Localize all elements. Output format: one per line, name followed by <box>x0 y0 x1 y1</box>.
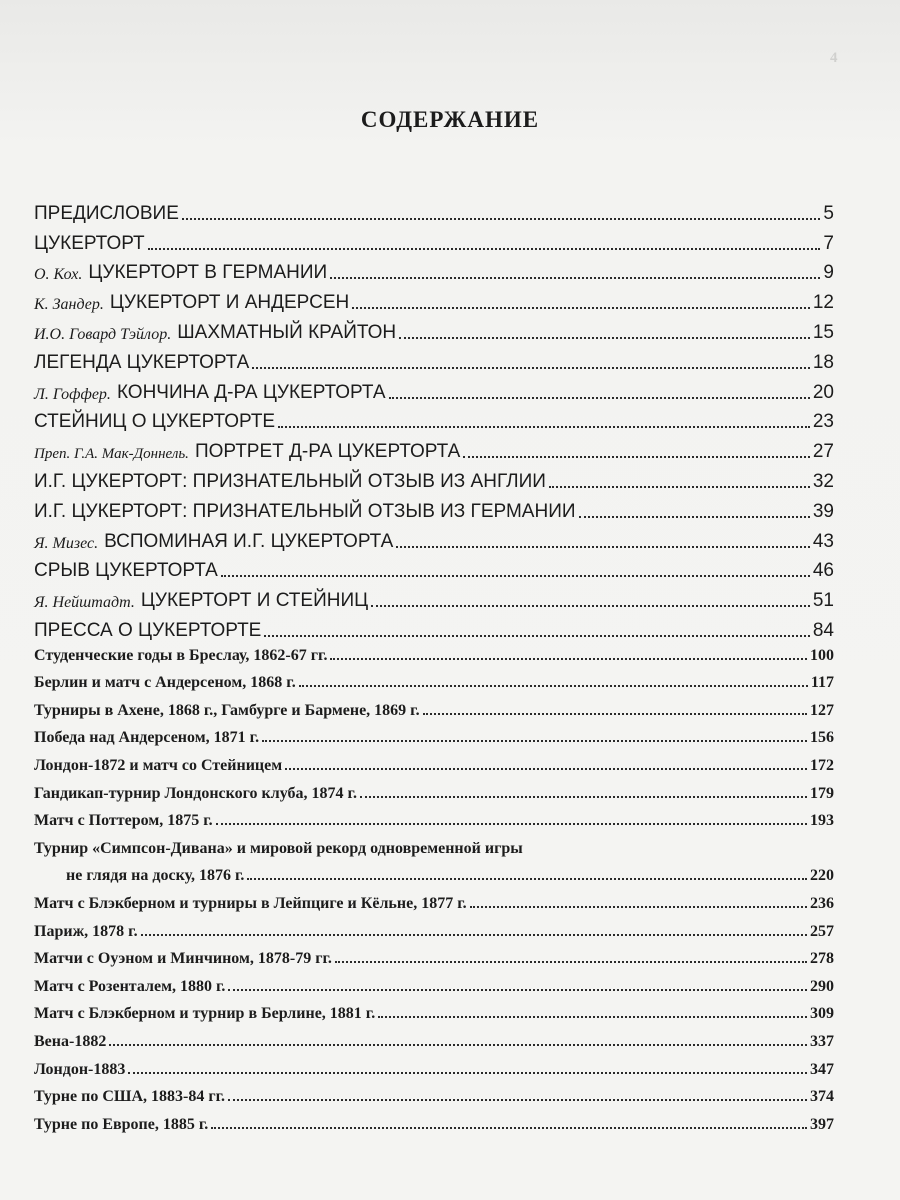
leader-dots <box>141 934 807 936</box>
toc-entry-page: 337 <box>810 1032 834 1050</box>
leader-dots <box>371 605 810 607</box>
toc-entry <box>34 1023 834 1051</box>
toc-entry-page: 100 <box>810 646 834 664</box>
toc-entry-page: 84 <box>812 619 834 641</box>
toc-entry <box>34 968 834 996</box>
toc-entry-page: 12 <box>812 292 834 314</box>
toc-entry-title: ПОРТРЕТ Д-РА ЦУКЕРТОРТА <box>194 441 461 463</box>
toc-entry-page: 20 <box>812 381 834 403</box>
toc-entry-title: И.Г. ЦУКЕРТОРТ: ПРИЗНАТЕЛЬНЫЙ ОТЗЫВ ИЗ ГЕРМАНИИ <box>34 500 576 522</box>
toc-entry <box>34 803 834 831</box>
toc-entry-author: И.О. Говард Тэйлор. <box>34 325 172 343</box>
toc-entry <box>34 1051 834 1079</box>
toc-entry-page: 397 <box>810 1115 834 1133</box>
toc-entry-author: К. Зандер. <box>34 296 104 314</box>
toc-entry-title: ПРЕССА О ЦУКЕРТОРТЕ <box>34 619 262 641</box>
toc-entry-page: 7 <box>823 232 834 254</box>
toc-entry-title: Лондон-1872 и матч со Стейницем <box>34 756 283 774</box>
leader-dots <box>228 1099 807 1101</box>
toc-entry <box>34 404 834 434</box>
toc-entry-title: Матч с Блэкберном и турниры в Лейпциге и Кёльне, 1877 г. <box>34 894 467 912</box>
toc-entry <box>34 463 834 493</box>
toc-entry-page: 278 <box>810 950 834 968</box>
toc-entry-page: 23 <box>812 411 834 433</box>
toc-section-games <box>34 637 834 1134</box>
toc-entry <box>34 775 834 803</box>
toc-entry-title: ВСПОМИНАЯ И.Г. ЦУКЕРТОРТА <box>104 530 394 552</box>
leader-dots <box>470 906 807 908</box>
toc-entry-title: И.Г. ЦУКЕРТОРТ: ПРИЗНАТЕЛЬНЫЙ ОТЗЫВ ИЗ АНГЛИИ <box>34 470 546 492</box>
toc-entry-title: СТЕЙНИЦ О ЦУКЕРТОРТЕ <box>34 411 276 433</box>
toc-entry-page: 51 <box>812 590 834 612</box>
leader-dots <box>252 367 810 369</box>
toc-entry-page: 127 <box>810 701 834 719</box>
toc-entry-page: 39 <box>812 500 834 522</box>
toc-entry-page: 5 <box>823 202 834 224</box>
toc-entry-title: ЦУКЕРТОРТ <box>34 232 145 254</box>
leader-dots <box>109 1044 807 1046</box>
toc-entry-title: Турнир «Симпсон-Дивана» и мировой рекорд одновременной игры <box>34 839 523 857</box>
leader-dots <box>330 277 820 279</box>
leader-dots <box>396 546 810 548</box>
leader-dots <box>360 796 807 798</box>
leader-dots <box>247 878 807 880</box>
leader-dots <box>352 307 810 309</box>
toc-entry-page: 9 <box>823 262 834 284</box>
leader-dots <box>335 961 807 963</box>
toc-entry-title: Париж, 1878 г. <box>34 922 138 940</box>
leader-dots <box>423 713 807 715</box>
leader-dots <box>128 1072 807 1074</box>
toc-entry-page: 220 <box>810 867 834 885</box>
toc-entry <box>34 1106 834 1134</box>
leader-dots <box>216 823 807 825</box>
toc-entry-page: 179 <box>810 784 834 802</box>
leader-dots <box>579 516 810 518</box>
toc-entry-title: Турне по Европе, 1885 г. <box>34 1115 209 1133</box>
toc-entry-title: Лондон-1883 <box>34 1060 126 1078</box>
toc-entry <box>34 913 834 941</box>
toc-entry-page: 156 <box>810 729 834 747</box>
toc-entry-page: 27 <box>812 441 834 463</box>
toc-entry <box>34 255 834 285</box>
toc-entry <box>34 493 834 523</box>
leader-dots <box>228 989 807 991</box>
toc-entry <box>34 692 834 720</box>
toc-entry <box>34 553 834 583</box>
leader-dots <box>378 1016 807 1018</box>
toc-entry-page: 15 <box>812 321 834 343</box>
toc-entry <box>34 433 834 463</box>
toc-entry-author: Я. Нейштадт. <box>34 594 135 612</box>
leader-dots <box>221 575 810 577</box>
leader-dots <box>549 486 810 488</box>
toc-entry-title: ШАХМАТНЫЙ КРАЙТОН <box>177 321 397 343</box>
leader-dots <box>182 218 821 220</box>
page-title: СОДЕРЖАНИЕ <box>360 107 540 133</box>
toc-entry <box>34 284 834 314</box>
toc-entry-title: Победа над Андерсеном, 1871 г. <box>34 729 260 747</box>
toc-entry-title: ЛЕГЕНДА ЦУКЕРТОРТА <box>34 351 250 373</box>
leader-dots <box>299 685 808 687</box>
leader-dots <box>285 768 807 770</box>
leader-dots <box>389 397 810 399</box>
toc-entry <box>34 195 834 225</box>
toc-entry-page: 257 <box>810 922 834 940</box>
toc-entry <box>34 665 834 693</box>
toc-entry-title: ЦУКЕРТОРТ И СТЕЙНИЦ <box>140 590 369 612</box>
toc-entry-author: О. Кох. <box>34 266 83 284</box>
toc-entry-page: 172 <box>810 756 834 774</box>
toc-entry-page: 374 <box>810 1088 834 1106</box>
leader-dots <box>148 248 821 250</box>
toc-entry <box>34 885 834 913</box>
toc-entry <box>34 344 834 374</box>
toc-entry-page: 18 <box>812 351 834 373</box>
toc-entry-title: Гандикап-турнир Лондонского клуба, 1874 г. <box>34 784 357 802</box>
toc-entry-title: Матч с Поттером, 1875 г. <box>34 812 213 830</box>
toc-entry-page: 32 <box>812 470 834 492</box>
toc-entry <box>34 314 834 344</box>
toc-entry-page: 117 <box>810 674 834 692</box>
toc-entry-title: СРЫВ ЦУКЕРТОРТА <box>34 560 218 582</box>
toc-entry-first-line <box>34 830 834 858</box>
leader-dots <box>211 1127 807 1129</box>
toc-entry-title: ЦУКЕРТОРТ В ГЕРМАНИИ <box>88 262 328 284</box>
toc-entry-title: Матч с Розенталем, 1880 г. <box>34 977 226 995</box>
toc-section-essays <box>34 195 834 642</box>
toc-entry-page: 347 <box>810 1060 834 1078</box>
leader-dots <box>278 426 810 428</box>
toc-entry-title: ЦУКЕРТОРТ И АНДЕРСЕН <box>109 292 350 314</box>
toc-entry <box>34 523 834 553</box>
toc-entry-page: 290 <box>810 977 834 995</box>
toc-entry <box>34 941 834 969</box>
toc-entry <box>34 582 834 612</box>
toc-entry-title: Вена-1882 <box>34 1032 107 1050</box>
leader-dots <box>262 740 807 742</box>
toc-entry <box>34 374 834 404</box>
toc-entry-title: Берлин и матч с Андерсеном, 1868 г. <box>34 674 296 692</box>
toc-entry-page: 236 <box>810 894 834 912</box>
toc-entry-page: 309 <box>810 1005 834 1023</box>
toc-entry-page: 46 <box>812 560 834 582</box>
toc-entry <box>34 996 834 1024</box>
toc-entry-title: ПРЕДИСЛОВИЕ <box>34 202 179 224</box>
toc-entry-title: Турниры в Ахене, 1868 г., Гамбурге и Бармене, 1869 г. <box>34 701 420 719</box>
toc-entry-title-continued: не глядя на доску, 1876 г. <box>66 867 245 885</box>
toc-entry-author: Преп. Г.А. Мак-Доннель. <box>34 446 189 463</box>
toc-entry-author: Л. Гоффер. <box>34 385 111 403</box>
toc-entry-title: Турне по США, 1883-84 гг. <box>34 1088 226 1106</box>
toc-entry-title: Студенческие годы в Бреслау, 1862-67 гг. <box>34 646 328 664</box>
toc-entry <box>34 747 834 775</box>
leader-dots <box>463 456 810 458</box>
toc-entry-title: Матч с Блэкберном и турнир в Берлине, 1881 г. <box>34 1005 376 1023</box>
bleed-through-text: 4 <box>830 50 838 66</box>
leader-dots <box>330 658 807 660</box>
toc-entry-page: 43 <box>812 530 834 552</box>
toc-entry-title: КОНЧИНА Д-РА ЦУКЕРТОРТА <box>116 381 386 403</box>
toc-entry-title: Матчи с Оуэном и Минчином, 1878-79 гг. <box>34 950 332 968</box>
leader-dots <box>399 337 810 339</box>
toc-entry <box>34 1079 834 1107</box>
toc-entry-page: 193 <box>810 812 834 830</box>
toc-entry <box>34 637 834 665</box>
toc-entry <box>34 720 834 748</box>
toc-entry <box>34 225 834 255</box>
toc-entry-author: Я. Мизес. <box>34 534 99 552</box>
toc-entry <box>34 858 834 886</box>
